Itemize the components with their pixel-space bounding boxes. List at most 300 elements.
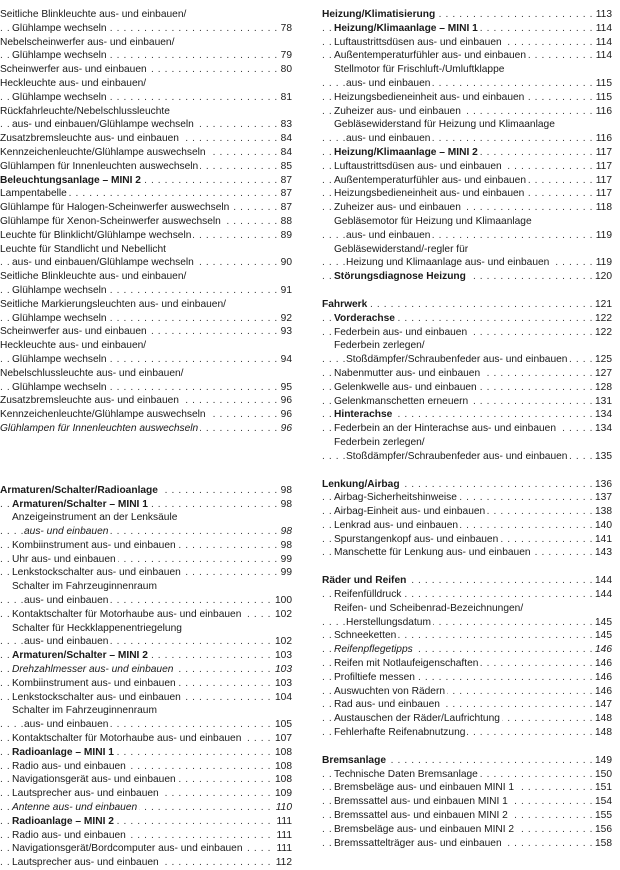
toc-entry — [0, 160, 292, 174]
toc-entry-page: 114 — [593, 22, 612, 36]
toc-entry — [0, 498, 292, 512]
toc-entry-page: 107 — [272, 732, 292, 746]
toc-entry-page: 114 — [593, 49, 612, 63]
toc-entry-label: Bremssattel aus- und einbauen MINI 1 — [334, 796, 508, 808]
toc-entry-page: 95 — [278, 381, 292, 395]
toc-entry-page: 87 — [278, 174, 292, 188]
toc-entry-label: Glühlampe wechseln — [12, 50, 107, 62]
toc-entry — [322, 588, 612, 602]
toc-entry-label: Glühlampen für Innenleuchten auswechseln — [0, 160, 199, 172]
toc-entry-page: 144 — [592, 574, 612, 588]
toc-entry — [322, 367, 612, 381]
toc-entry — [0, 787, 292, 801]
toc-entry-page: 108 — [272, 773, 292, 787]
toc-entry-page: 145 — [592, 616, 612, 630]
toc-entry-page: 120 — [592, 270, 612, 284]
toc-entry — [322, 22, 612, 36]
toc-entry-label: Heizung/Klimaanlage – MINI 1 — [334, 22, 478, 34]
toc-entry-label: Radio aus- und einbauen — [12, 760, 126, 772]
toc-entry-page: 99 — [278, 566, 292, 580]
toc-entry-page: 151 — [592, 781, 612, 795]
toc-entry-label: Kontaktschalter für Motorhaube aus- und einbauen — [12, 733, 242, 745]
toc-entry — [0, 201, 292, 215]
toc-entry — [0, 63, 292, 77]
toc-entry-page: 116 — [593, 105, 612, 119]
toc-entry-label: Schalter für Heckklappenentriegelung — [12, 622, 182, 634]
toc-entry — [322, 229, 612, 243]
toc-entry — [322, 491, 612, 505]
toc-entry-page: 98 — [278, 539, 292, 553]
toc-entry-label: Radioanlage – MINI 2 — [12, 815, 114, 827]
toc-entry-page: 87 — [278, 201, 292, 215]
toc-entry-page: 113 — [593, 8, 612, 22]
toc-entry-page: 102 — [272, 608, 292, 622]
toc-entry-label: Spurstangenkopf aus- und einbauen — [334, 533, 499, 545]
toc-entry-page: 122 — [592, 312, 612, 326]
toc-entry-page: 118 — [593, 201, 612, 215]
toc-entry-label: aus- und einbauen — [346, 77, 431, 89]
toc-entry — [322, 339, 612, 353]
toc-entry-label: Leuchte für Blinklicht/Glühlampe wechseln — [0, 229, 192, 241]
toc-entry — [0, 325, 292, 339]
toc-entry — [0, 187, 292, 201]
toc-entry-page: 117 — [593, 160, 612, 174]
toc-entry-label: Technische Daten Bremsanlage — [334, 768, 478, 780]
toc-entry — [0, 732, 292, 746]
toc-entry-page: 110 — [273, 801, 292, 815]
toc-entry — [322, 8, 612, 22]
toc-entry-label: Bremsbeläge aus- und einbauen MINI 1 — [334, 782, 515, 794]
toc-entry-page: 98 — [278, 484, 292, 498]
toc-entry-label: Federbein aus- und einbauen — [334, 326, 468, 338]
toc-entry — [0, 691, 292, 705]
toc-entry-page: 87 — [278, 187, 292, 201]
toc-entry — [322, 353, 612, 367]
toc-entry — [322, 105, 612, 119]
toc-entry — [0, 339, 292, 353]
toc-entry-label: Profiltiefe messen — [334, 671, 415, 683]
toc-entry — [0, 215, 292, 229]
toc-entry — [322, 823, 612, 837]
toc-entry-label: Schalter im Fahrzeuginnenraum — [12, 705, 157, 717]
toc-entry — [0, 484, 292, 498]
toc-entry — [0, 394, 292, 408]
toc-entry-label: Kombiinstrument aus- und einbauen — [12, 539, 176, 551]
toc-entry-label: Bremsbeläge aus- und einbauen MINI 2 — [334, 823, 515, 835]
section-gap — [322, 560, 612, 574]
toc-entry-page: 96 — [278, 422, 292, 436]
toc-entry-label: Airbag-Sicherheitshinweise — [334, 492, 457, 504]
toc-entry — [0, 856, 292, 870]
toc-entry-label: Stellmotor für Frischluft-/Umluftklappe — [334, 64, 505, 76]
toc-entry-page: 98 — [278, 525, 292, 539]
toc-entry — [0, 229, 292, 243]
section-gap — [322, 284, 612, 298]
toc-entry-page: 155 — [592, 809, 612, 823]
toc-entry-page: 90 — [278, 256, 292, 270]
toc-entry-page: 146 — [592, 657, 612, 671]
toc-entry-page: 103 — [272, 677, 292, 691]
toc-entry-label: Schalter im Fahrzeuginnenraum — [12, 581, 157, 593]
toc-entry — [322, 546, 612, 560]
toc-entry-page: 131 — [592, 395, 612, 409]
toc-entry — [0, 8, 292, 22]
toc-entry-label: Lautsprecher aus- und einbauen — [12, 857, 159, 869]
toc-entry — [322, 395, 612, 409]
toc-entry — [0, 422, 292, 436]
toc-entry-label: Navigationsgerät/Bordcomputer aus- und einbauen — [12, 843, 243, 855]
toc-entry-label: Räder und Reifen — [322, 575, 407, 587]
toc-entry — [0, 815, 292, 829]
toc-entry — [322, 132, 612, 146]
toc-entry — [322, 243, 612, 257]
toc-entry-page: 149 — [592, 754, 612, 768]
toc-entry-page: 137 — [592, 491, 612, 505]
toc-entry — [0, 118, 292, 132]
toc-entry — [322, 298, 612, 312]
toc-entry-label: Auswuchten von Rädern — [334, 685, 445, 697]
section-gap — [0, 436, 292, 484]
toc-entry-page: 114 — [593, 36, 612, 50]
toc-entry-page: 119 — [593, 229, 612, 243]
toc-entry-label: Zuheizer aus- und einbauen — [334, 202, 461, 214]
toc-entry-label: Rückfahrleuchte/Nebelschlussleuchte — [0, 105, 170, 117]
toc-entry-label: Heizung/Klimatisierung — [322, 9, 436, 20]
toc-column-left — [0, 8, 292, 870]
toc-entry-page: 140 — [592, 519, 612, 533]
toc-entry — [322, 519, 612, 533]
toc-entry-label: Seitliche Blinkleuchte aus- und einbauen/ — [0, 271, 187, 283]
toc-entry-page: 146 — [592, 643, 612, 657]
toc-entry-page: 115 — [593, 91, 612, 105]
toc-entry-label: Lautsprecher aus- und einbauen — [12, 788, 159, 800]
toc-entry-label: Außentemperaturfühler aus- und einbauen — [334, 50, 526, 62]
toc-entry — [0, 760, 292, 774]
toc-entry-page: 80 — [278, 63, 292, 77]
toc-entry-label: aus- und einbauen/Glühlampe wechseln — [12, 257, 194, 269]
toc-entry — [0, 174, 292, 188]
toc-entry-label: Herstellungsdatum — [346, 616, 431, 628]
toc-entry-label: Reifenfülldruck — [334, 589, 402, 601]
toc-entry — [0, 622, 292, 636]
toc-entry-page: 99 — [278, 553, 292, 567]
toc-entry-label: Stoßdämpfer/Schraubenfeder aus- und einbauen — [346, 450, 568, 462]
toc-entry-label: Federbein zerlegen/ — [334, 340, 425, 352]
toc-entry-page: 141 — [592, 533, 612, 547]
toc-entry — [322, 146, 612, 160]
toc-entry-page: 96 — [278, 394, 292, 408]
toc-entry-label: aus- und einbauen — [24, 636, 109, 648]
toc-entry-page: 108 — [272, 760, 292, 774]
toc-entry-page: 150 — [592, 768, 612, 782]
toc-entry-page: 145 — [592, 629, 612, 643]
toc-entry-label: aus- und einbauen — [346, 229, 431, 241]
toc-entry-label: Seitliche Markierungsleuchten aus- und einbauen/ — [0, 298, 226, 310]
toc-entry-page: 128 — [592, 381, 612, 395]
toc-entry-label: Kennzeichenleuchte/Glühlampe auswechseln — [0, 409, 206, 421]
toc-entry — [322, 422, 612, 436]
toc-entry-label: Reifenpflegetipps — [334, 644, 413, 656]
toc-entry — [0, 580, 292, 594]
toc-entry-label: Manschette für Lenkung aus- und einbauen — [334, 547, 531, 559]
toc-entry-page: 98 — [278, 498, 292, 512]
toc-entry — [322, 809, 612, 823]
toc-entry-page: 81 — [278, 91, 292, 105]
toc-entry-page: 158 — [592, 837, 612, 851]
toc-entry — [322, 160, 612, 174]
toc-entry-label: Luftaustrittsdüsen aus- und einbauen — [334, 160, 502, 172]
toc-entry — [0, 22, 292, 36]
toc-entry — [0, 511, 292, 525]
toc-entry — [0, 312, 292, 326]
toc-entry — [322, 174, 612, 188]
toc-entry-label: Glühlampe wechseln — [12, 381, 107, 393]
toc-entry-label: Außentemperaturfühler aus- und einbauen — [334, 174, 526, 186]
toc-entry-label: Drehzahlmesser aus- und einbauen — [12, 664, 174, 676]
toc-entry — [322, 754, 612, 768]
toc-entry-label: Lenkstockschalter aus- und einbauen — [12, 567, 181, 579]
toc-entry — [322, 629, 612, 643]
toc-entry-page: 111 — [274, 842, 292, 856]
toc-entry-page: 92 — [278, 312, 292, 326]
toc-entry-label: Leuchte für Standlicht und Nebellicht — [0, 243, 166, 255]
toc-entry-page: 116 — [593, 132, 612, 146]
toc-entry-label: Gelenkmanschetten erneuern — [334, 395, 469, 407]
toc-entry — [322, 837, 612, 851]
toc-entry — [0, 566, 292, 580]
toc-entry-label: Glühlampe wechseln — [12, 22, 107, 34]
toc-entry — [0, 663, 292, 677]
toc-entry-label: Vorderachse — [334, 312, 395, 324]
toc-entry-page: 91 — [278, 284, 292, 298]
toc-entry — [322, 768, 612, 782]
toc-entry-label: Hinterachse — [334, 409, 393, 421]
toc-entry — [322, 187, 612, 201]
toc-entry-page: 138 — [592, 505, 612, 519]
section-gap — [322, 464, 612, 478]
toc-entry-label: Bremssattelträger aus- und einbauen — [334, 837, 502, 849]
toc-entry-label: Uhr aus- und einbauen — [12, 553, 116, 565]
toc-entry-label: Störungsdiagnose Heizung — [334, 271, 466, 283]
toc-entry-label: Armaturen/Schalter/Radioanlage — [0, 484, 158, 496]
toc-entry — [322, 795, 612, 809]
toc-entry — [322, 643, 612, 657]
toc-entry — [322, 574, 612, 588]
toc-entry-label: Glühlampe wechseln — [12, 312, 107, 324]
toc-entry-label: Kombiinstrument aus- und einbauen — [12, 677, 176, 689]
toc-entry-page: 147 — [592, 698, 612, 712]
toc-entry — [322, 381, 612, 395]
toc-entry-label: Glühlampe wechseln — [12, 91, 107, 103]
toc-entry — [322, 408, 612, 422]
toc-entry-label: Heckleuchte aus- und einbauen/ — [0, 77, 147, 89]
toc-entry — [0, 284, 292, 298]
toc-entry-label: Gebläsemotor für Heizung und Klimaanlage — [334, 215, 532, 227]
toc-entry-label: Fahrwerk — [322, 298, 368, 310]
toc-entry — [0, 553, 292, 567]
toc-entry-page: 135 — [592, 450, 612, 464]
toc-entry-label: Nebelschlussleuchte aus- und einbauen/ — [0, 367, 184, 379]
toc-entry-page: 111 — [274, 815, 292, 829]
toc-entry-label: Anzeigeinstrument an der Lenksäule — [12, 512, 178, 524]
toc-entry — [0, 243, 292, 257]
toc-entry-label: Rad aus- und einbauen — [334, 699, 440, 711]
toc-entry-page: 112 — [273, 856, 292, 870]
toc-entry-page: 136 — [592, 478, 612, 492]
toc-entry — [0, 718, 292, 732]
toc-entry-label: Zuheizer aus- und einbauen — [334, 105, 461, 117]
toc-entry-page: 117 — [593, 187, 612, 201]
toc-entry — [0, 842, 292, 856]
toc-entry-label: Antenne aus- und einbauen — [12, 802, 138, 814]
toc-column-right — [322, 8, 612, 850]
toc-entry — [0, 49, 292, 63]
toc-entry — [322, 201, 612, 215]
toc-entry-label: Lampentabelle — [0, 188, 67, 200]
toc-entry-label: Bremsanlage — [322, 754, 386, 766]
toc-entry — [0, 649, 292, 663]
toc-entry-label: Federbein zerlegen/ — [334, 436, 425, 448]
toc-entry-label: Glühlampe wechseln — [12, 353, 107, 365]
toc-entry-page: 146 — [592, 671, 612, 685]
toc-entry-label: Scheinwerfer aus- und einbauen — [0, 64, 147, 76]
toc-entry-page: 93 — [278, 325, 292, 339]
toc-entry — [322, 478, 612, 492]
toc-entry — [322, 657, 612, 671]
toc-entry — [0, 704, 292, 718]
toc-entry-label: Federbein an der Hinterachse aus- und einbauen — [334, 423, 557, 435]
toc-entry-label: Glühlampe für Xenon-Scheinwerfer auswechseln — [0, 215, 221, 227]
toc-entry-page: 102 — [272, 635, 292, 649]
toc-entry — [322, 77, 612, 91]
toc-entry-page: 122 — [592, 326, 612, 340]
toc-entry-label: Armaturen/Schalter – MINI 2 — [12, 650, 148, 662]
toc-entry-page: 134 — [592, 408, 612, 422]
toc-entry-page: 104 — [272, 691, 292, 705]
toc-entry — [322, 36, 612, 50]
toc-entry — [322, 215, 612, 229]
toc-entry-page: 79 — [278, 49, 292, 63]
toc-entry — [0, 381, 292, 395]
toc-entry-label: Heizungsbedieneinheit aus- und einbauen — [334, 188, 525, 200]
toc-entry-label: aus- und einbauen — [24, 595, 109, 607]
toc-entry-page: 121 — [592, 298, 612, 312]
toc-entry-label: Beleuchtungsanlage – MINI 2 — [0, 174, 141, 186]
toc-entry — [0, 408, 292, 422]
toc-entry-label: Gebläsewiderstand für Heizung und Klimaanlage — [334, 119, 555, 131]
toc-entry — [0, 746, 292, 760]
toc-entry-label: Radio aus- und einbauen — [12, 829, 126, 841]
toc-entry-label: Glühlampe für Halogen-Scheinwerfer auswechseln — [0, 202, 230, 214]
toc-entry-page: 115 — [593, 77, 612, 91]
toc-entry — [0, 608, 292, 622]
toc-entry-label: Gebläsewiderstand/-regler für — [334, 243, 469, 255]
toc-entry — [0, 270, 292, 284]
toc-entry — [0, 146, 292, 160]
toc-entry-page: 84 — [278, 132, 292, 146]
toc-entry — [322, 63, 612, 77]
toc-entry — [322, 312, 612, 326]
toc-entry-label: Zusatzbremsleuchte aus- und einbauen — [0, 133, 179, 145]
toc-entry-label: Schneeketten — [334, 630, 397, 642]
toc-entry-page: 96 — [278, 408, 292, 422]
toc-entry-label: Scheinwerfer aus- und einbauen — [0, 326, 147, 338]
toc-entry — [322, 91, 612, 105]
toc-entry-label: Luftaustrittsdüsen aus- und einbauen — [334, 36, 502, 48]
section-gap — [322, 740, 612, 754]
toc-entry-label: aus- und einbauen — [346, 133, 431, 145]
toc-entry-label: Radioanlage – MINI 1 — [12, 746, 114, 758]
toc-entry-label: Nebelscheinwerfer aus- und einbauen/ — [0, 36, 175, 48]
toc-entry-label: Heizung und Klimaanlage aus- und einbauen — [346, 257, 550, 269]
toc-entry — [322, 616, 612, 630]
toc-entry-page: 111 — [274, 829, 292, 843]
toc-entry — [0, 36, 292, 50]
toc-entry — [0, 594, 292, 608]
toc-entry-label: Austauschen der Räder/Laufrichtung — [334, 713, 500, 725]
toc-entry — [0, 367, 292, 381]
toc-entry-page: 143 — [592, 546, 612, 560]
toc-entry-label: Lenkrad aus- und einbauen — [334, 519, 459, 531]
toc-entry-label: Navigationsgerät aus- und einbauen — [12, 774, 176, 786]
toc-entry-label: Stoßdämpfer/Schraubenfeder aus- und einbauen — [346, 354, 568, 366]
toc-entry — [322, 726, 612, 740]
toc-entry-label: aus- und einbauen — [24, 526, 109, 538]
toc-entry-page: 105 — [272, 718, 292, 732]
toc-entry-page: 78 — [278, 22, 292, 36]
toc-entry — [0, 829, 292, 843]
toc-entry — [322, 270, 612, 284]
toc-entry-label: Heizung/Klimaanlage – MINI 2 — [334, 146, 478, 158]
toc-entry-page: 83 — [278, 118, 292, 132]
toc-entry-label: Kennzeichenleuchte/Glühlampe auswechseln — [0, 146, 206, 158]
toc-entry-label: Fehlerhafte Reifenabnutzung — [334, 727, 466, 739]
toc-entry-label: Airbag-Einheit aus- und einbauen — [334, 506, 486, 518]
toc-entry-page: 89 — [278, 229, 292, 243]
toc-entry — [322, 698, 612, 712]
toc-entry — [0, 256, 292, 270]
toc-entry-label: Gelenkwelle aus- und einbauen — [334, 381, 477, 393]
toc-entry — [322, 671, 612, 685]
toc-entry — [322, 436, 612, 450]
toc-entry-label: Lenkung/Airbag — [322, 478, 400, 490]
toc-entry — [322, 781, 612, 795]
toc-entry — [0, 91, 292, 105]
toc-entry-page: 148 — [592, 712, 612, 726]
toc-entry — [0, 353, 292, 367]
toc-entry-page: 148 — [592, 726, 612, 740]
toc-entry — [0, 77, 292, 91]
toc-entry-page: 103 — [272, 663, 292, 677]
toc-entry-page: 154 — [592, 795, 612, 809]
toc-entry-page: 156 — [592, 823, 612, 837]
toc-entry — [0, 677, 292, 691]
toc-entry — [0, 105, 292, 119]
toc-entry-page: 144 — [592, 588, 612, 602]
toc-entry-label: Heizungsbedieneinheit aus- und einbauen — [334, 91, 525, 103]
toc-entry — [322, 505, 612, 519]
toc-entry — [322, 685, 612, 699]
toc-entry-label: Lenkstockschalter aus- und einbauen — [12, 691, 181, 703]
toc-entry — [0, 635, 292, 649]
toc-entry — [322, 326, 612, 340]
toc-entry-page: 94 — [278, 353, 292, 367]
toc-entry — [322, 49, 612, 63]
toc-entry-label: Bremssattel aus- und einbauen MINI 2 — [334, 810, 508, 822]
toc-entry-page: 134 — [592, 422, 612, 436]
toc-entry-page: 103 — [272, 649, 292, 663]
toc-entry — [0, 773, 292, 787]
